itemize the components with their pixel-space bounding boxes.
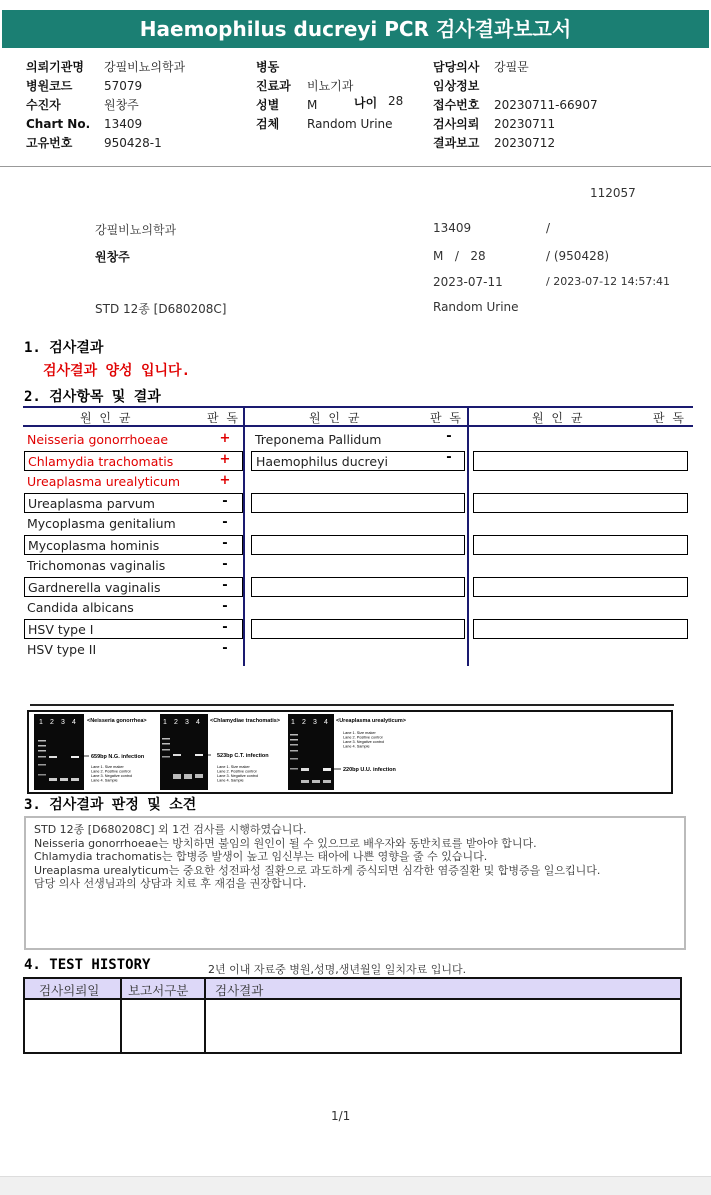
col1-row [26,75,185,94]
col3-label: 접수번호 [433,98,480,112]
col3-row [433,132,598,151]
empty-result-box [251,619,465,639]
gel2-lane2: 2 [174,719,178,726]
gel1-lane1: 1 [39,719,43,726]
organism-row [24,430,243,450]
col2-value: M [307,98,318,112]
empty-result-box [473,535,688,555]
empty-result-box [473,451,688,471]
organism-result: - [222,557,228,572]
col3-value: 20230711-66907 [494,98,598,112]
history-col-divider-1 [120,979,122,1052]
organism-name: Gardnerella vaginalis [28,580,161,595]
history-col-request-date: 검사의뢰일 [39,983,100,998]
history-col-result: 검사결과 [215,983,264,998]
gel-legend-line: Lane 3. Negative control [91,774,133,778]
empty-result-box [251,535,465,555]
table-top-rule [23,406,693,408]
gel1-lane2: 2 [50,719,54,726]
section1-heading: 1. 검사결과 [24,340,104,356]
col2-label: 진료과 [256,79,291,93]
gel-legend-line: Lane 4. Sample [91,778,118,783]
organism-result: - [222,494,228,509]
organism-result: - [222,578,228,593]
organism-row [24,493,243,513]
finding-line: STD 12종 [D680208C] 외 1건 검사를 시행하였습니다. [34,823,307,836]
organism-name: Candida albicans [27,600,134,615]
gel-legend-line: Lane 1. Size maker [343,731,376,735]
organism-name: Mycoplasma genitalium [27,516,176,531]
col3-label: 검사의뢰 [433,117,480,131]
col1-org-header: 원 인 균 [80,411,133,425]
organism-name: Trichomonas vaginalis [27,558,166,573]
info-sex-slash: / [447,249,467,263]
empty-result-box [473,619,688,639]
organism-result: - [222,536,228,551]
finding-line: Ureaplasma urealyticum는 중요한 성전파성 질환으로 과도하게 증식되면 심각한 염증질환 및 합병증을 일으킵니다. [34,863,601,877]
gel2-title: <Chlamydiae trachomatis> [210,718,281,724]
organism-result: - [222,620,228,635]
gel-legend-line: Lane 2. Positive control [343,735,383,740]
gel3-legend [343,731,384,749]
age-label: 나이 [354,96,378,110]
gel3-lane4: 4 [324,719,328,726]
finding-line: Chlamydia trachomatis는 합병증 발생이 높고 임신부는 태아에 나쁜 영향을 줄 수 있습니다. [34,850,488,863]
organism-result: + [219,431,231,446]
info-patient-name: 원창주 [95,250,130,264]
history-header [25,979,680,1000]
gel-legend-line: Lane 3. Negative control [343,740,385,744]
organism-row [24,619,243,639]
organism-name: Ureaplasma parvum [28,496,155,511]
organism-row [24,577,243,597]
gel3-lane2: 2 [302,719,306,726]
info-id: / (950428) [546,249,610,263]
col2-row [256,56,393,75]
organism-row [24,640,243,660]
column-divider-1 [243,406,245,666]
organism-result: - [446,429,452,444]
age-value: 28 [388,94,404,108]
page-number: 1/1 [331,1109,351,1123]
gel1-lane3: 3 [61,719,65,726]
col2-label: 검체 [256,117,280,131]
col3-row [433,94,598,113]
col3-org-header: 원 인 균 [532,411,585,425]
organism-row [24,598,243,618]
gel3-lane1: 1 [291,719,295,726]
header-col3 [433,56,598,151]
col2-row [256,75,393,94]
organism-row [251,430,465,450]
gel-legend-line: Lane 2. Positive control [91,769,131,774]
col2-org-header: 원 인 균 [309,411,362,425]
gel-legend-line: Lane 4. Sample [217,778,244,783]
history-col-report-type: 보고서구분 [128,983,189,998]
history-table [23,977,682,1054]
gel-panel-ng [34,714,89,790]
col2-label: 병동 [256,60,280,74]
organism-name: Treponema Pallidum [255,432,382,447]
findings-box [24,816,686,950]
organism-name: HSV type II [27,642,97,657]
organism-row [24,451,243,471]
col3-value: 20230712 [494,136,556,150]
info-slash: / [546,221,551,235]
gel2-lane3: 3 [185,719,189,726]
col1-row [26,132,185,151]
gel-images [29,712,671,792]
col1-res-header: 판 독 [207,411,240,425]
info-specimen: Random Urine [433,300,519,314]
gel2-lane1: 1 [163,719,167,726]
gel3-band-label: 220bp U.U. infection [343,767,396,773]
report-title: Haemophilus ducreyi PCR 검사결과보고서 [2,10,709,48]
col3-label: 담당의사 [433,60,480,74]
info-clinic: 강필비뇨의학과 [95,223,177,237]
gel-legend-line: Lane 4. Sample [343,744,370,749]
info-chart-no: 13409 [433,221,472,235]
header-divider [0,166,711,167]
col1-label: 수진자 [26,98,61,112]
col3-value: 강필문 [494,60,529,74]
organism-row [24,556,243,576]
col2-label: 성별 [256,98,280,112]
empty-result-box [251,577,465,597]
col1-value: 원창주 [104,98,139,112]
col3-value: 20230711 [494,117,556,131]
info-date-request: 2023-07-11 [433,275,503,289]
gel1-band-label: 659bp N.G. infection [91,754,145,760]
finding-line: Neisseria gonorrhoeae는 방치하면 불임의 원인이 될 수 있으므로 배우자와 동반치료를 받아야 합니다. [34,836,537,850]
col1-value: 13409 [104,117,143,131]
gel2-lane4: 4 [196,719,200,726]
result-summary: 검사결과 양성 입니다. [43,363,191,379]
col1-value: 강필비뇨의학과 [104,60,186,74]
col3-res-header: 판 독 [653,411,686,425]
gel3-lane3: 3 [313,719,317,726]
gel-legend-line: Lane 2. Positive control [217,769,257,774]
col3-row [433,56,598,75]
gel1-legend [91,765,132,783]
organism-row [251,451,465,471]
gel-panel-uu [288,714,341,790]
organism-name: HSV type I [28,622,94,637]
col1-label: 고유번호 [26,136,73,150]
organism-row [24,514,243,534]
column-divider-2 [467,406,469,666]
info-sex: M [433,249,444,263]
col1-value: 950428-1 [104,136,162,150]
section2-heading: 2. 검사항목 및 결과 [24,389,161,405]
col1-label: 의뢰기관명 [26,60,84,74]
organism-result: - [222,599,228,614]
report-code: 112057 [590,186,636,200]
organism-name: Chlamydia trachomatis [28,454,174,469]
gel2-legend [217,765,258,783]
col1-row [26,113,185,132]
col2-value: 비뇨기과 [307,79,354,93]
col2-res-header: 판 독 [430,411,463,425]
section3-heading: 3. 검사결과 판정 및 소견 [24,797,197,813]
empty-result-box [251,493,465,513]
info-test-name: STD 12종 [D680208C] [95,302,227,316]
info-date-report: / 2023-07-12 14:57:41 [546,275,671,288]
organism-row [24,472,243,492]
gel-top-rule [30,704,674,706]
empty-result-box [473,493,688,513]
col2-value: Random Urine [307,117,393,131]
info-sex-age [433,249,486,263]
horizontal-scrollbar[interactable] [0,1176,711,1195]
col1-row [26,56,185,75]
info-age: 28 [470,249,486,263]
gel-panel-ct [160,714,211,790]
finding-line: 담당 의사 선생님과의 상담과 치료 후 재검을 권장합니다. [34,877,307,890]
history-note: 2년 이내 자료중 병원,성명,생년월일 일치자료 입니다. [208,963,467,976]
col3-label: 임상정보 [433,79,480,93]
col3-row [433,75,598,94]
organism-name: Ureaplasma urealyticum [27,474,181,489]
col3-label: 결과보고 [433,136,480,150]
col1-row [26,94,185,113]
organism-name: Mycoplasma hominis [28,538,160,553]
gel-legend-line: Lane 1. Size maker [91,765,124,769]
organism-result: + [219,452,231,467]
gel3-title: <Ureaplasma urealyticum> [336,718,407,724]
organism-result: - [446,450,452,465]
gel1-lane4: 4 [72,719,76,726]
organism-name: Neisseria gonorrhoeae [27,432,169,447]
gel2-band-label: 523bp C.T. infection [217,753,269,759]
organism-result: + [219,473,231,488]
history-col-divider-2 [204,979,206,1052]
col2-row [256,113,393,132]
organism-result: - [222,515,228,530]
empty-result-box [473,577,688,597]
organism-result: - [222,641,228,656]
col3-row [433,113,598,132]
section4-heading: 4. TEST HISTORY [24,957,151,973]
gel-legend-line: Lane 3. Negative control [217,774,259,778]
col1-value: 57079 [104,79,143,93]
gel-image-frame [27,710,673,794]
gel-legend-line: Lane 1. Size maker [217,765,250,769]
organism-name: Haemophilus ducreyi [256,454,388,469]
gel1-title: <Neisseria gonorrhea> [87,718,147,724]
col1-label: Chart No. [26,117,91,131]
header-col1 [26,56,185,151]
organism-row [24,535,243,555]
col1-label: 병원코드 [26,79,73,93]
